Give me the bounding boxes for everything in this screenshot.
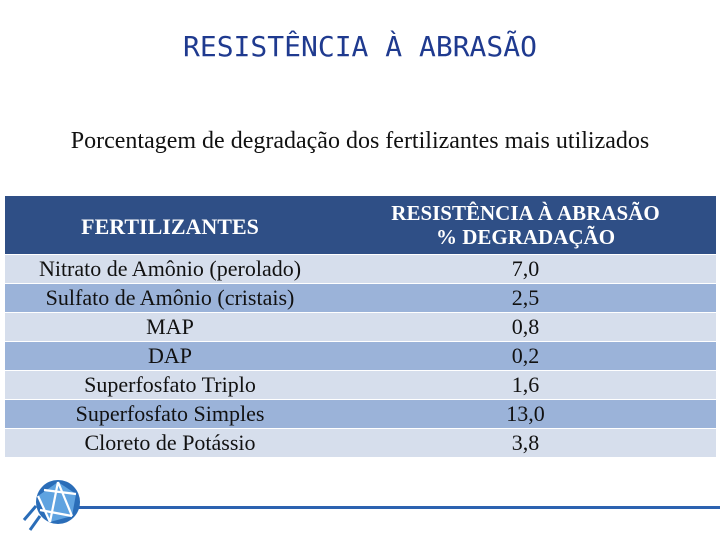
row-name: DAP (147, 343, 192, 368)
row-value: 7,0 (511, 256, 540, 281)
footer-accent-line (40, 506, 720, 509)
row-value: 0,8 (511, 314, 540, 339)
row-name: Nitrato de Amônio (perolado) (38, 256, 302, 281)
row-value: 3,8 (511, 430, 540, 455)
header-resistencia-line1: RESISTÊNCIA À ABRASÃO (391, 201, 660, 225)
table-row (5, 370, 716, 399)
table-row (5, 254, 716, 283)
fertilizer-table (5, 196, 716, 457)
table-row (5, 283, 716, 312)
row-value: 2,5 (511, 285, 540, 310)
row-name: Superfosfato Simples (75, 401, 265, 426)
table-row (5, 399, 716, 428)
slide-subtitle: Porcentagem de degradação dos fertilizantes mais utilizados (70, 128, 650, 154)
table-row (5, 341, 716, 370)
globe-logo-icon (14, 476, 88, 536)
table-row (5, 428, 716, 457)
slide-title: RESISTÊNCIA À ABRASÃO (182, 30, 537, 63)
row-value: 1,6 (511, 372, 540, 397)
header-resistencia (335, 196, 716, 254)
row-value: 13,0 (506, 401, 545, 426)
table-row (5, 312, 716, 341)
header-resistencia-line2: % DEGRADAÇÃO (435, 225, 616, 249)
row-name: Sulfato de Amônio (cristais) (45, 285, 295, 310)
table-header (5, 196, 716, 254)
row-name: Superfosfato Triplo (84, 372, 256, 397)
header-fertilizantes: FERTILIZANTES (81, 214, 259, 239)
row-name: MAP (146, 314, 194, 339)
row-value: 0,2 (511, 343, 540, 368)
row-name: Cloreto de Potássio (84, 430, 256, 455)
